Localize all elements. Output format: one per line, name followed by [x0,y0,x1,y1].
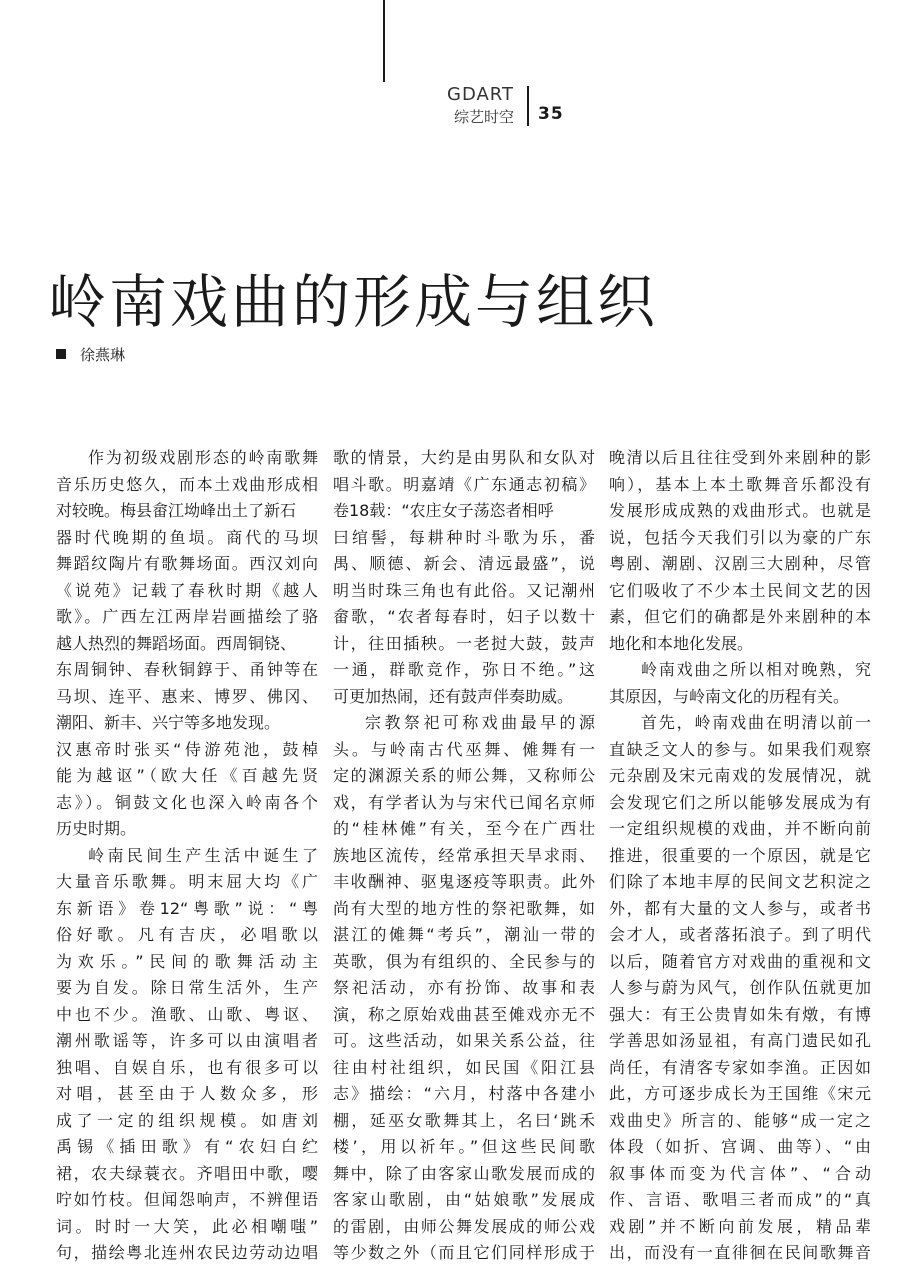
text-column-3 [609,445,871,1267]
magazine-brand: GDART [447,84,514,105]
text-line: 棚，延巫女歌舞其上，名曰‘跳禾 [333,1110,595,1130]
text-line: 歌》。广西左江两岸岩画描绘了骆 [56,607,318,626]
article-title: 岭南戏曲的形成与组织 [48,267,659,336]
text-line: 一定组织规模的戏曲，并不断向前 [609,819,871,838]
text-line: 会发现它们之所以能够发展成为有 [609,792,871,812]
text-column-2 [333,445,595,1267]
text-line: 演，称之原始戏曲甚至傩戏亦无不 [333,1004,595,1024]
text-line: 东新语》卷12“粤歌”说：“粤 [56,898,318,918]
text-line: 明当时珠三角也有此俗。又记潮州 [333,580,595,600]
text-line: 东周铜钟、春秋铜錞于、甬钟等在 [56,660,318,679]
text-line: 作为初级戏剧形态的岭南歌舞 [88,448,318,467]
text-line: 强大：有王公贵胄如朱有燉，有博 [609,1004,871,1024]
text-line: 族地区流传，经常承担天旱求雨、 [333,845,595,865]
text-line: 说，包括今天我们引以为豪的广东 [609,527,871,547]
text-line: 舞中，除了由客家山歌发展而成的 [333,1163,595,1183]
text-line: 定的渊源关系的师公舞，又称师公 [333,766,595,785]
text-line: 人参与蔚为风气，创作队伍就更加 [609,978,871,997]
text-line: 首先，岭南戏曲在明清以前一 [641,713,871,732]
text-line: 尚任，有清客专家如李渔。正因如 [609,1057,871,1077]
text-line: 独唱、自娱自乐，也有很多可以 [56,1057,318,1077]
section-name: 综艺时空 [453,108,514,126]
text-line: 要为自发。除日常生活外，生产 [56,978,318,997]
text-line: 句，描绘粤北连州农民边劳动边唱 [56,1243,318,1262]
text-line: 响），基本上本土歌舞音乐都没有 [609,474,871,494]
text-line: 直缺乏文人的参与。如果我们观察 [609,739,871,759]
text-line: 宗教祭祀可称戏曲最早的源 [365,713,595,732]
text-line: 的雷剧，由师公舞发展成的师公戏 [333,1216,595,1236]
text-line: 歌的情景，大约是由男队和女队对 [333,448,595,467]
text-line: 其原因，与岭南文化的历程有关。 [609,686,850,706]
text-line: 英歌，俱为有组织的、全民参与的 [333,951,595,971]
text-line: 马坝、连平、惠来、博罗、佛冈、 [56,686,318,706]
text-line: 禺、顺德、新会、清远最盛”，说 [333,554,595,573]
text-line: 客家山歌剧，由“姑娘歌”发展成 [333,1190,595,1209]
text-line: 咛如竹枝。但闻怨响声，不辨俚语 [56,1190,318,1209]
text-line: 外，都有大量的文人参与，或者书 [609,898,871,918]
text-line: 戏剧”并不断向前发展，精品辈 [609,1216,871,1236]
text-line: 岭南民间生产生活中诞生了 [88,845,318,865]
text-line: 楼’，用以祈年。”但这些民间歌 [333,1137,595,1156]
text-line: 叙事体而变为代言体”、“合动 [609,1163,871,1183]
text-line: 禹锡《插田歌》有“农妇白纻 [56,1137,318,1156]
text-line: 卷18载：“农庄女子荡恣者相呼 [333,501,554,520]
text-line: 大量音乐歌舞。明末屈大均《广 [56,872,318,891]
top-vertical-rule [383,0,385,82]
text-line: 对唱，甚至由于人数众多，形 [56,1084,318,1103]
text-line: 的“桂林傩”有关，至今在广西壮 [333,819,595,838]
page-number-rule [527,86,529,126]
text-line: 往由村社组织，如民国《阳江县 [333,1057,595,1077]
text-line: 裙，农夫绿蓑衣。齐唱田中歌，嘤 [56,1163,318,1183]
text-line: 地化和本地化发展。 [609,633,754,653]
text-line: 为欢乐。”民间的歌舞活动主 [56,951,318,971]
text-line: 推进，很重要的一个原因，就是它 [609,845,871,865]
text-line: 发展形成成熟的戏曲形式。也就是 [609,501,871,520]
text-line: 越人热烈的舞蹈场面。西周铜铙、 [56,633,297,653]
text-line: 唱斗歌。明嘉靖《广东通志初稿》 [333,474,595,494]
text-line: 器时代晚期的鱼埙。商代的马坝 [56,527,318,547]
text-line: 它们吸收了不少本土民间文艺的因 [609,580,871,600]
text-line: 粤剧、潮剧、汉剧三大剧种，尽管 [609,554,871,573]
text-line: 丰收酬神、驱鬼逐疫等职责。此外 [333,872,595,891]
text-line: 此，方可逐步成长为王国维《宋元 [609,1084,871,1103]
text-line: 词。时时一大笑，此必相嘲嗤” [56,1216,318,1236]
text-line: 可。这些活动，如果关系公益，往 [333,1031,595,1050]
byline [56,344,125,366]
text-line: 等少数之外（而且它们同样形成于 [333,1243,595,1262]
text-line: 作、言语、歌唱三者而成”的“真 [609,1190,871,1209]
text-line: 素，但它们的确都是外来剧种的本 [609,607,871,626]
byline-square-icon [56,349,66,359]
author-name: 徐燕琳 [80,346,126,364]
text-column-1 [56,445,318,1267]
text-line: 岭南戏曲之所以相对晚熟，究 [641,660,871,679]
text-line: 志》）。铜鼓文化也深入岭南各个 [56,792,318,812]
page-number: 35 [538,104,564,124]
text-line: 历史时期。 [56,819,137,838]
text-line: 头。与岭南古代巫舞、傩舞有一 [333,739,595,759]
text-line: 戏，有学者认为与宋代已闻名京师 [333,792,595,812]
text-line: 汉惠帝时张买“侍游苑池，鼓棹 [56,739,318,759]
text-line: 湛江的傩舞“考兵”，潮汕一带的 [333,925,595,944]
text-line: 晚清以后且往往受到外来剧种的影 [609,448,871,467]
text-line: 祭祀活动，亦有扮饰、故事和表 [333,978,595,997]
text-line: 曰绾髻，每耕种时斗歌为乐，番 [333,527,595,547]
text-line: 会才人，或者落拓浪子。到了明代 [609,925,871,944]
text-line: 尚有大型的地方性的祭祀歌舞，如 [333,898,595,918]
text-line: 音乐历史悠久，而本土戏曲形成相 [56,474,318,494]
text-line: 成了一定的组织规模。如唐刘 [56,1110,318,1130]
text-line: 能为越讴”（欧大任《百越先贤 [56,766,318,785]
text-line: 出，而没有一直徘徊在民间歌舞音 [609,1243,871,1262]
text-line: 可更加热闹，还有鼓声伴奏助威。 [333,686,574,706]
text-line: 体段（如折、宫调、曲等）、“由 [609,1137,871,1156]
text-line: 《说苑》记载了春秋时期《越人 [56,580,318,600]
text-line: 俗好歌。凡有吉庆，必唱歌以 [56,925,318,944]
text-line: 对较晚。梅县畲江坳峰出土了新石 [56,501,297,520]
text-line: 潮阳、新丰、兴宁等多地发现。 [56,713,281,732]
text-line: 元杂剧及宋元南戏的发展情况，就 [609,766,871,785]
text-line: 舞蹈纹陶片有歌舞场面。西汉刘向 [56,554,318,573]
text-line: 畲歌，“农者每春时，妇子以数十 [333,607,595,626]
text-line: 学善思如汤显祖，有高门遗民如孔 [609,1031,871,1050]
text-line: 潮州歌谣等，许多可以由演唱者 [56,1031,318,1050]
text-line: 计，往田插秧。一老挝大鼓，鼓声 [333,633,595,653]
text-line: 以后，随着官方对戏曲的重视和文 [609,951,871,971]
text-line: 们除了本地丰厚的民间文艺积淀之 [609,872,871,891]
text-line: 一通，群歌竞作，弥日不绝。”这 [333,660,595,679]
magazine-header [404,84,514,127]
text-line: 志》描绘：“六月，村落中各建小 [333,1084,595,1103]
text-line: 戏曲史》所言的、能够“成一定之 [609,1110,871,1130]
text-line: 中也不少。渔歌、山歌、粤讴、 [56,1004,318,1024]
